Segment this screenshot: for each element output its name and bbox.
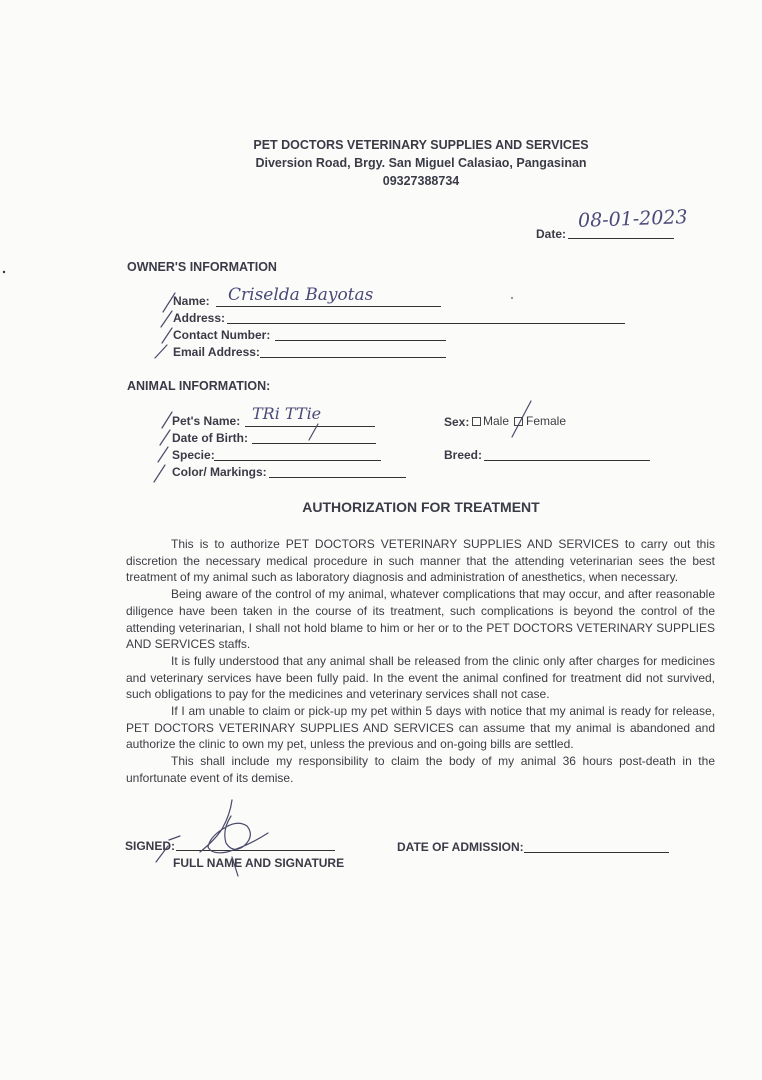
signed-label: SIGNED: [125,839,176,853]
sex-female-option: Female [526,414,567,428]
specie-tick [158,447,168,462]
owner-email-tick [155,345,167,358]
signature-caption: FULL NAME AND SIGNATURE [173,856,345,870]
signed-tick [169,836,180,840]
owner-name-tick [163,293,175,312]
authorization-paragraph-4: If I am unable to claim or pick-up my pet within 5 days with notice that my animal is ready for release, PET DOCTORS VETERINARY SUPPLIES AND SERVICES can assume that my animal is abandoned and authorize the clinic to own my pet, unless the previous and on-going bills are settled. [126,704,715,752]
color-tick [154,465,165,482]
sex-male-option: Male [483,414,510,428]
color-label: Color/ Markings: [172,465,267,479]
dob-tick [160,430,170,445]
company-address: Diversion Road, Brgy. San Miguel Calasiao, Pangasinan [255,156,587,170]
date-label: Date: [536,227,567,241]
speck [3,271,5,273]
animal-section-title: ANIMAL INFORMATION: [127,379,271,393]
pet-name-value: TRi TTie [252,404,322,423]
dob-label: Date of Birth: [172,431,248,445]
pet-name-tick [162,412,172,428]
date-value: 08-01-2023 [577,206,688,232]
speck [511,297,513,299]
sig-caption-stroke [232,857,238,876]
authorization-paragraph-1: This is to authorize PET DOCTORS VETERINARY SUPPLIES AND SERVICES to carry out this discretion the necessary medical procedure in such manner that the attending veterinarian sees the best treatment of my animal such as laboratory diagnosis and administration of anesthetics, when necessary. [126,537,715,585]
owner-name-value: Criselda Bayotas [228,285,374,305]
owner-name-label: Name: [173,294,210,308]
sex-label: Sex: [444,415,470,429]
authorization-paragraph-3: It is fully understood that any animal shall be released from the clinic only after charges for medicines and veterinary services have been fully paid. In the event the animal confined for treatment did not survived, such obligations to pay for the medicines and veterinary services shall not case. [126,653,715,702]
owner-email-label: Email Address: [173,345,260,359]
specie-label: Specie: [172,448,215,462]
company-phone: 09327388734 [382,174,460,188]
company-name: PET DOCTORS VETERINARY SUPPLIES AND SERVICES [253,138,589,152]
female-check-mark [512,401,531,437]
pet-name-stroke [309,424,318,440]
owner-section-title: OWNER'S INFORMATION [127,260,277,274]
owner-address-tick [161,311,172,327]
admission-date-label: DATE OF ADMISSION: [397,840,524,854]
signature-scribble [200,800,268,853]
sig-caption-tick [156,846,168,862]
owner-contact-tick [162,328,172,343]
breed-label: Breed: [444,448,483,462]
pet-name-label: Pet's Name: [172,414,241,428]
owner-address-label: Address: [173,311,226,325]
authorization-paragraph-2: Being aware of the control of my animal, whatever complications that may occur, and after reasonable diligence have been taken in the course of its treatment, such complications is beyond the control of the attending veterinarian, I shall not hold blame to him or her or to the PET DOCTORS VETERINARY SUPPLIES AND SERVICES staffs. [126,587,715,652]
authorization-paragraph-5: This shall include my responsibility to claim the body of my animal 36 hours post-death in the unfortunate event of its demise. [126,754,715,785]
owner-contact-label: Contact Number: [173,328,271,342]
authorization-title: AUTHORIZATION FOR TREATMENT [302,499,540,515]
